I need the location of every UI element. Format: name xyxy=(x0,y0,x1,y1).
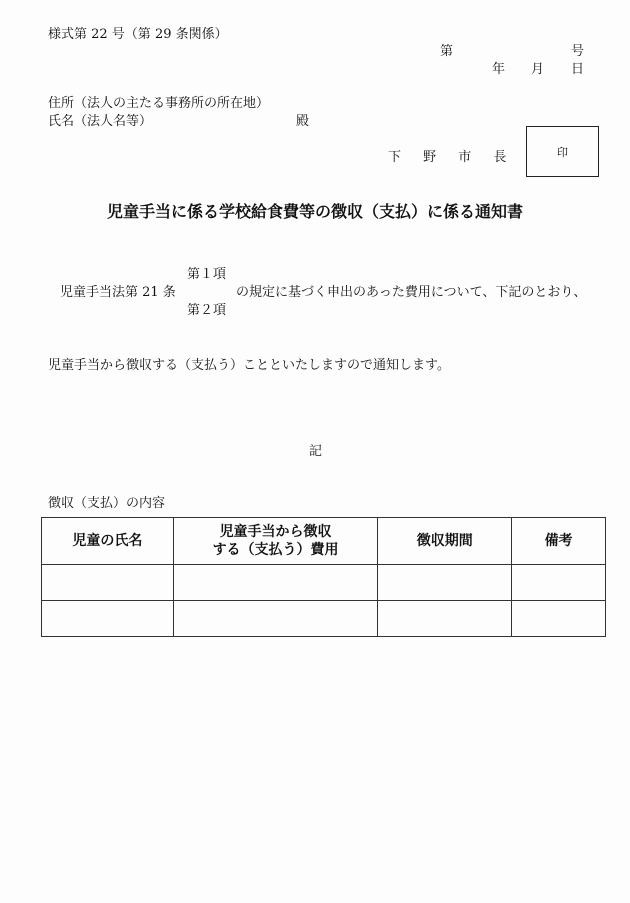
header-fee-line1: 児童手当から徴収 xyxy=(219,524,332,540)
form-number: 様式第 22 号（第 29 条関係） xyxy=(48,27,228,42)
table-row xyxy=(42,601,606,637)
recipient-name-label: 氏名（法人名等） xyxy=(48,114,153,129)
date-day-label: 日 xyxy=(571,62,585,77)
header-fee xyxy=(173,518,378,565)
recipient-honorific: 殿 xyxy=(296,114,310,129)
recipient-address-label: 住所（法人の主たる事務所の所在地） xyxy=(48,96,270,111)
date-year-label: 年 xyxy=(492,62,506,77)
document-number-suffix: 号 xyxy=(571,44,585,59)
header-period: 徴収期間 xyxy=(378,518,512,565)
table-header-row xyxy=(42,518,606,565)
body-text-line1: の規定に基づく申出のあった費用について、下記のとおり、 xyxy=(236,285,587,300)
header-remarks: 備考 xyxy=(512,518,606,565)
paragraph-option-2: 第２項 xyxy=(187,303,227,318)
issuer-title: 下 野 市 長 xyxy=(388,150,516,165)
table-cell[interactable] xyxy=(512,601,606,637)
header-child-name: 児童の氏名 xyxy=(42,518,174,565)
header-fee-line2: する（支払う）費用 xyxy=(212,542,339,558)
table-cell[interactable] xyxy=(378,565,512,601)
table-cell[interactable] xyxy=(173,565,378,601)
table-row xyxy=(42,565,606,601)
table-cell[interactable] xyxy=(173,601,378,637)
seal-label: 印 xyxy=(557,145,568,159)
document-number-prefix: 第 xyxy=(440,44,454,59)
table-cell[interactable] xyxy=(42,601,174,637)
document-title: 児童手当に係る学校給食費等の徴収（支払）に係る通知書 xyxy=(106,202,523,221)
section-label: 徴収（支払）の内容 xyxy=(48,496,166,511)
law-reference: 児童手当法第 21 条 xyxy=(60,285,176,300)
content-table xyxy=(41,517,606,637)
seal-box xyxy=(526,126,599,177)
table-cell[interactable] xyxy=(512,565,606,601)
ki-heading: 記 xyxy=(309,444,323,459)
date-month-label: 月 xyxy=(531,62,545,77)
paragraph-option-1: 第１項 xyxy=(187,267,227,282)
table-cell[interactable] xyxy=(378,601,512,637)
table-cell[interactable] xyxy=(42,565,174,601)
body-text-line2: 児童手当から徴収する（支払う）ことといたしますので通知します。 xyxy=(48,358,450,373)
